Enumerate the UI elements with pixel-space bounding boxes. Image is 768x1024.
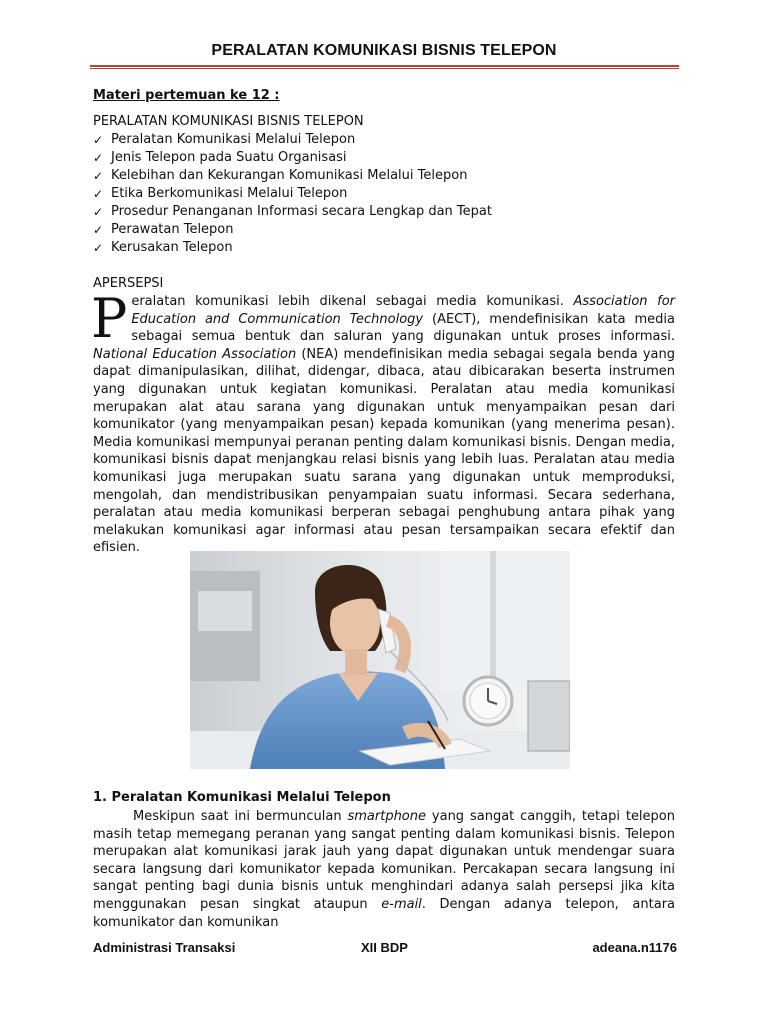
list-item: ✓ Etika Berkomunikasi Melalui Telepon <box>93 186 348 201</box>
footer-class: XII BDP <box>361 940 408 955</box>
list-item: ✓ Jenis Telepon pada Suatu Organisasi <box>93 150 347 165</box>
meeting-label: Materi pertemuan ke 12 : <box>93 88 280 103</box>
section-1-paragraph: Meskipun saat ini bermunculan smartphone yang sangat canggih, tetapi telepon masih tetap memegang peranan yang sangat penting dalam komunikasi bisnis. Telepon merupakan alat komunikasi jarak jauh yang dapat digunakan untuk mendengar suara secara langsung dari komunikator kepada komunikan. Percakapan secara langsung ini sangat penting bagi dunia bisnis untuk menghindari adanya salah persepsi jika kita menggunakan pesan singkat ataupun e-mail. Dengan adanya telepon, antara komunikator dan komunikan <box>93 809 675 930</box>
check-icon: ✓ <box>93 205 104 219</box>
topics-heading: PERALATAN KOMUNIKASI BISNIS TELEPON <box>93 114 364 129</box>
check-icon: ✓ <box>93 151 104 165</box>
footer-subject: Administrasi Transaksi <box>93 940 236 955</box>
drop-cap: P <box>91 287 128 350</box>
woman-on-phone-photo <box>190 551 570 769</box>
footer-author: adeana.n1176 <box>592 940 677 955</box>
check-icon: ✓ <box>93 187 104 201</box>
header-rule <box>90 65 679 69</box>
page-footer <box>93 940 677 960</box>
apersepsi-paragraph: Peralatan komunikasi lebih dikenal sebagai media komunikasi. Association for Education and Communication Technology (AECT), mendefinisikan kata media sebagai semua bentuk dan saluran yang digunakan untuk proses informasi. National Education Association (NEA) mendefinisikan media sebagai segala benda yang dapat dimanipulasikan, dilihat, didengar, dibaca, atau dibicarakan beserta instrumen yang digunakan untuk kegiatan komunikasi. Peralatan atau media komunikasi merupakan alat atau sarana yang digunakan untuk menyampaikan pesan dari komunikator (yang menyampaikan pesan) kepada komunikan (yang menerima pesan). Media komunikasi mempunyai peranan penting dalam komunikasi bisnis. Dengan media, komunikasi bisnis dapat menjangkau relasi bisnis yang lebih luas. Peralatan atau media komunikasi juga merupakan suatu sarana yang digunakan untuk memproduksi, mengolah, dan mendistribusikan penyampaian suatu informasi. Secara sederhana, peralatan atau media komunikasi berperan sebagai penghubung antara pihak yang melakukan komunikasi agar informasi atau pesan tersampaikan secara efektif dan efisien. <box>91 287 675 556</box>
apersepsi-heading: APERSEPSI <box>93 276 164 291</box>
topics-list <box>93 131 675 257</box>
page-title: PERALATAN KOMUNIKASI BISNIS TELEPON <box>211 42 557 59</box>
check-icon: ✓ <box>93 241 104 255</box>
list-item: ✓ Kerusakan Telepon <box>93 240 233 255</box>
list-item: ✓ Kelebihan dan Kekurangan Komunikasi Melalui Telepon <box>93 168 468 183</box>
section-1 <box>93 789 675 931</box>
list-item: ✓ Prosedur Penanganan Informasi secara Lengkap dan Tepat <box>93 204 492 219</box>
section-1-heading: 1. Peralatan Komunikasi Melalui Telepon <box>93 790 391 805</box>
check-icon: ✓ <box>93 133 104 147</box>
check-icon: ✓ <box>93 223 104 237</box>
list-item: ✓ Perawatan Telepon <box>93 222 234 237</box>
list-item: ✓ Peralatan Komunikasi Melalui Telepon <box>93 132 356 147</box>
check-icon: ✓ <box>93 169 104 183</box>
intro-section <box>93 87 675 557</box>
